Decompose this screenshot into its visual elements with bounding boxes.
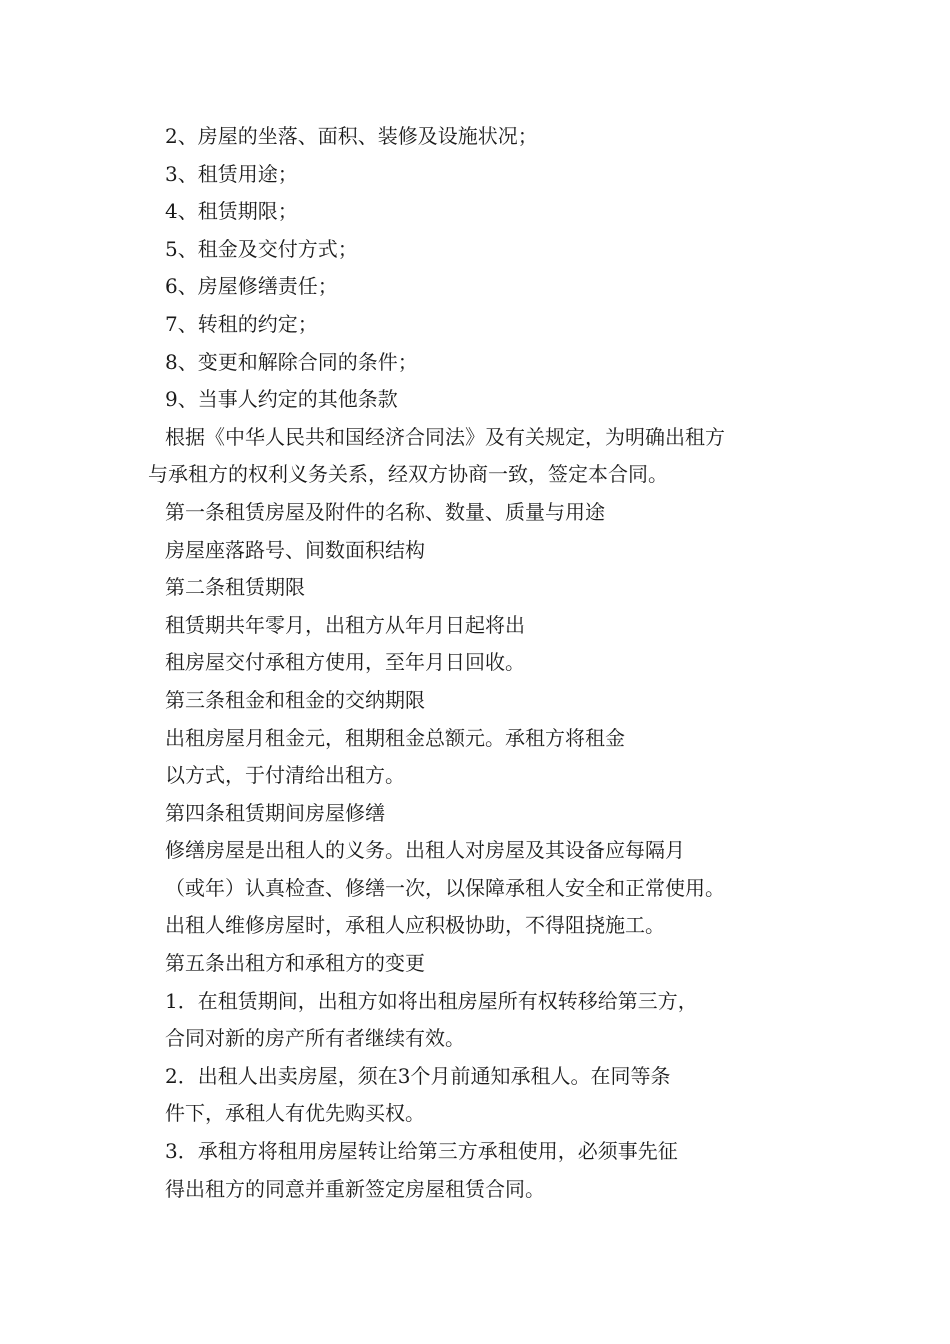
article-3-text-1: 出租房屋月租金元，租期租金总额元。承租方将租金 xyxy=(165,725,625,750)
article-5-item-3a: 3．承租方将租用房屋转让给第三方承租使用，必须事先征 xyxy=(165,1139,678,1164)
article-5-item-2b: 件下，承租人有优先购买权。 xyxy=(165,1101,425,1126)
article-4-text-3: 出租人维修房屋时，承租人应积极协助，不得阻挠施工。 xyxy=(165,913,665,938)
clause-item-7: 7、转租的约定； xyxy=(165,311,318,336)
article-1-heading: 第一条租赁房屋及附件的名称、数量、质量与用途 xyxy=(165,499,605,524)
preamble-line-1: 根据《中华人民共和国经济合同法》及有关规定，为明确出租方 xyxy=(165,424,725,449)
clause-item-5: 5、租金及交付方式； xyxy=(165,236,358,261)
article-3-heading: 第三条租金和租金的交纳期限 xyxy=(165,687,425,712)
clause-item-6: 6、房屋修缮责任； xyxy=(165,274,338,299)
article-5-item-3b: 得出租方的同意并重新签定房屋租赁合同。 xyxy=(165,1176,545,1201)
article-4-text-1: 修缮房屋是出租人的义务。出租人对房屋及其设备应每隔月 xyxy=(165,838,685,863)
document-body xyxy=(148,118,828,1208)
article-2-heading: 第二条租赁期限 xyxy=(165,575,305,600)
preamble-line-2: 与承租方的权利义务关系，经双方协商一致，签定本合同。 xyxy=(148,462,668,487)
article-5-heading: 第五条出租方和承租方的变更 xyxy=(165,951,425,976)
article-5-item-1b: 合同对新的房产所有者继续有效。 xyxy=(165,1026,465,1051)
article-3-text-2: 以方式，于付清给出租方。 xyxy=(165,763,405,788)
article-1-text: 房屋座落路号、间数面积结构 xyxy=(165,537,425,562)
article-2-text-2: 租房屋交付承租方使用，至年月日回收。 xyxy=(165,650,525,675)
clause-item-9: 9、当事人约定的其他条款 xyxy=(165,387,398,412)
clause-item-4: 4、租赁期限； xyxy=(165,199,298,224)
clause-item-2: 2、房屋的坐落、面积、装修及设施状况； xyxy=(165,124,538,148)
clause-item-3: 3、租赁用途； xyxy=(165,161,298,186)
article-4-heading: 第四条租赁期间房屋修缮 xyxy=(165,800,385,825)
clause-item-8: 8、变更和解除合同的条件； xyxy=(165,349,418,374)
article-4-text-2: （或年）认真检查、修缮一次，以保障承租人安全和正常使用。 xyxy=(165,875,725,900)
article-5-item-1a: 1．在租赁期间，出租方如将出租房屋所有权转移给第三方， xyxy=(165,988,698,1013)
article-5-item-2a: 2．出租人出卖房屋，须在3个月前通知承租人。在同等条 xyxy=(165,1063,671,1088)
article-2-text-1: 租赁期共年零月，出租方从年月日起将出 xyxy=(165,612,525,637)
